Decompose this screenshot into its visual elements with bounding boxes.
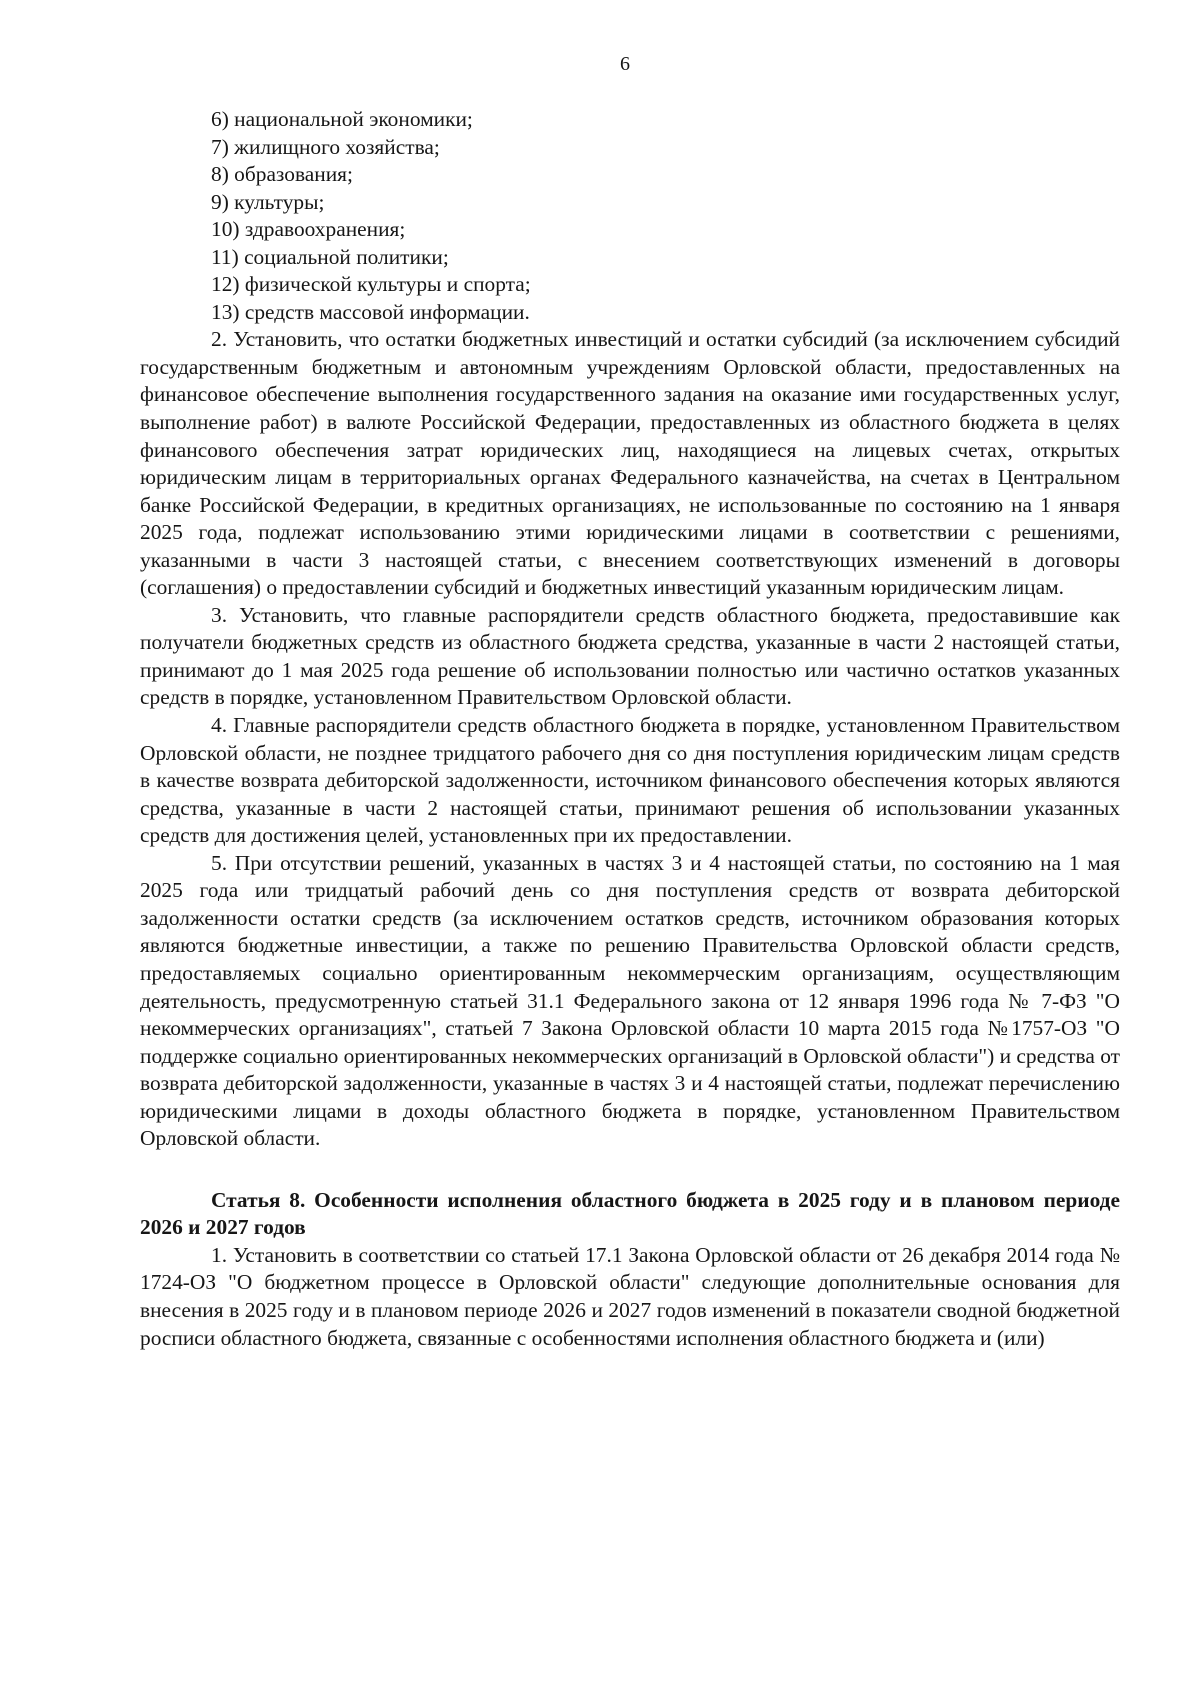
list-item: 10) здравоохранения;	[211, 217, 406, 242]
list-item: 13) средств массовой информации.	[211, 299, 530, 324]
paragraph-part-5: 5. При отсутствии решений, указанных в частях 3 и 4 настоящей статьи, по состоянию на 1 мая 2025 года или тридцатый рабочий день со дня поступления средств от возврата дебиторской задолженности остатки средств (за исключением остатков средств, источником образования которых являются бюджетные инвестиции, а также по решению Правительства Орловской области средств, предоставляемых социально ориентированным некоммерческим организациям, осуществляющим деятельность, предусмотренную статьей 31.1 Федерального закона от 12 января 1996 года № 7-ФЗ "О некоммерческих организациях", статьей 7 Закона Орловской области 10 марта 2015 года №1757-ОЗ "О поддержке социально ориентированных некоммерческих организаций в Орловской области") и средства от возврата дебиторской задолженности, указанные в частях 3 и 4 настоящей статьи, подлежат перечислению юридическими лицами в доходы областного бюджета в порядке, установленном Правительством Орловской области.	[140, 850, 1120, 1151]
paragraph-part-2: 2. Установить, что остатки бюджетных инвестиций и остатки субсидий (за исключением субсидий государственным бюджетным и автономным учреждениям Орловской области, предоставленных на финансовое обеспечение выполнения государственного задания на оказание ими государственных услуг, выполнение работ) в валюте Российской Федерации, предоставленных из областного бюджета в целях финансового обеспечения затрат юридических лиц, находящиеся на лицевых счетах, открытых юридическим лицам в территориальных органах Федерального казначейства, на счетах в Центральном банке Российской Федерации, в кредитных организациях, не использованные по состоянию на 1 января 2025 года, подлежат использованию этими юридическими лицами в соответствии с решениями, указанными в части 3 настоящей статьи, с внесением соответствующих изменений в договоры (соглашения) о предоставлении субсидий и бюджетных инвестиций указанным юридическим лицам.	[140, 327, 1120, 600]
article-paragraph-1: 1. Установить в соответствии со статьей 17.1 Закона Орловской области от 26 декабря 2014 года № 1724-ОЗ "О бюджетном процессе в Орловской области" следующие дополнительные основания для внесения в 2025 году и в плановом периоде 2026 и 2027 годов изменений в показатели сводной бюджетной росписи областного бюджета, связанные с особенностями исполнения областного бюджета и (или)	[140, 1242, 1120, 1350]
list-item: 9) культуры;	[211, 189, 325, 214]
document-body	[140, 106, 1120, 1352]
list-item: 12) физической культуры и спорта;	[211, 272, 531, 297]
article-heading: Статья 8. Особенности исполнения областного бюджета в 2025 году и в плановом периоде 2026 и 2027 годов	[140, 1187, 1120, 1240]
page-number: 6	[620, 53, 630, 75]
paragraph-part-4: 4. Главные распорядители средств областного бюджета в порядке, установленном Правительством Орловской области, не позднее тридцатого рабочего дня со дня поступления юридическим лицам средств в качестве возврата дебиторской задолженности, источником финансового обеспечения которых являются средства, указанные в части 2 настоящей статьи, принимают решения об использовании указанных средств для достижения целей, установленных при их предоставлении.	[140, 713, 1120, 848]
list-item: 11) социальной политики;	[211, 244, 449, 269]
list-item: 8) образования;	[211, 162, 353, 187]
list-item: 7) жилищного хозяйства;	[211, 134, 440, 159]
list-item: 6) национальной экономики;	[211, 107, 473, 131]
paragraph-part-3: 3. Установить, что главные распорядители средств областного бюджета, предоставившие как получатели бюджетных средств из областного бюджета средства, указанные в части 2 настоящей статьи, принимают до 1 мая 2025 года решение об использовании полностью или частично остатков указанных средств в порядке, установленном Правительством Орловской области.	[140, 602, 1120, 710]
expenditure-list	[140, 106, 1120, 326]
